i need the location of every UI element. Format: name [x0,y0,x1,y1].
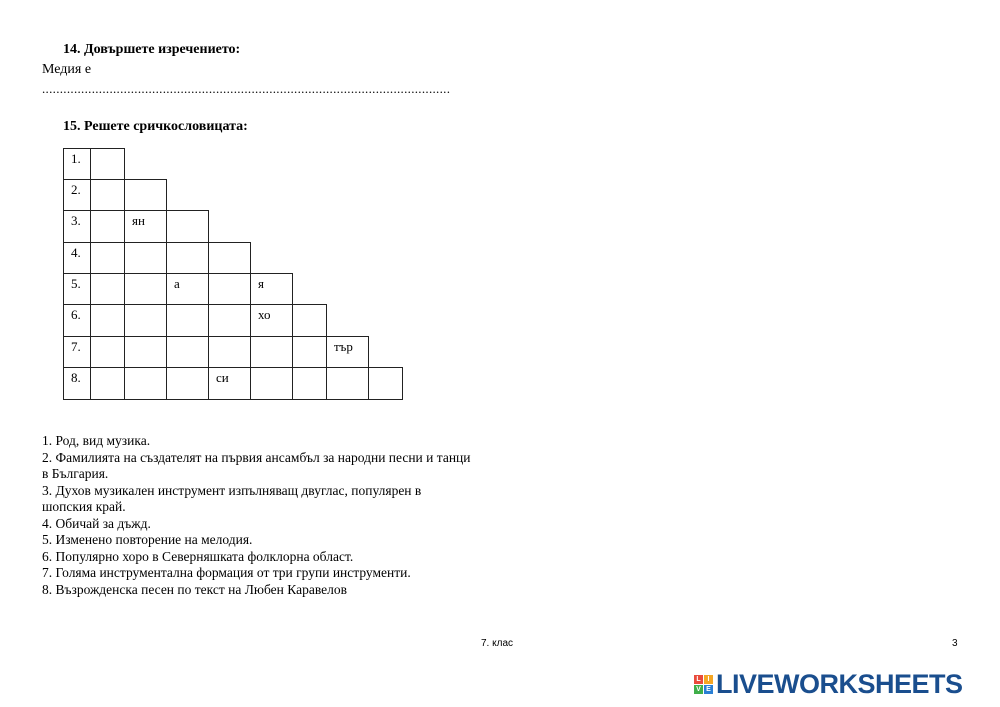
syllable-input-cell[interactable] [292,304,327,337]
logo-badge-letter: E [704,685,713,694]
given-syllable-cell: си [208,367,251,400]
clue-2: 2. Фамилията на създателят на първия ансамбъл за народни песни и танци в България. [42,449,471,481]
syllable-input-cell[interactable] [166,336,209,368]
syllable-input-cell[interactable] [90,179,125,211]
syllable-input-cell[interactable] [90,210,125,243]
syllable-input-cell[interactable] [124,273,167,305]
syllable-input-cell[interactable] [90,336,125,368]
logo-badge-letter: I [704,675,713,684]
syllable-input-cell[interactable] [208,336,251,368]
clue-6: 6. Популярно хоро в Северняшката фолклорна област. [42,548,354,564]
liveworksheets-logo [694,669,963,699]
syllable-input-cell[interactable] [90,273,125,305]
logo-badge-icon [694,675,713,694]
syllable-input-cell[interactable] [166,210,209,243]
given-syllable-cell: я [250,273,293,305]
given-syllable-cell: а [166,273,209,305]
given-syllable-cell: тър [326,336,369,368]
row-number-label: 8. [63,367,91,400]
clue-8: 8. Възрожденска песен по текст на Любен Каравелов [42,581,347,597]
syllable-input-cell[interactable] [368,367,403,400]
syllable-input-cell[interactable] [208,304,251,337]
answer-line[interactable]: ................................................................................................................... [42,81,451,96]
row-number-label: 3. [63,210,91,243]
question-14-prompt: Медия е [42,62,92,77]
syllable-input-cell[interactable] [208,273,251,305]
clue-3: 3. Духов музикален инструмент изпълняващ двуглас, популярен в шопския край. [42,482,422,514]
clue-7: 7. Голяма инструментална формация от три групи инструменти. [42,565,411,580]
given-syllable-cell: хо [250,304,293,337]
footer-grade: 7. клас [481,638,514,649]
logo-badge-letter: V [694,685,703,694]
syllable-input-cell[interactable] [124,367,167,400]
clue-4: 4. Обичай за дъжд. [42,515,151,531]
syllable-input-cell[interactable] [292,367,327,400]
syllable-input-cell[interactable] [90,304,125,337]
logo-badge-letter: L [694,675,703,684]
syllable-input-cell[interactable] [124,242,167,274]
syllable-input-cell[interactable] [90,367,125,400]
footer-page-number: 3 [952,638,958,649]
syllable-input-cell[interactable] [166,304,209,337]
syllable-input-cell[interactable] [326,367,369,400]
clue-5: 5. Изменено повторение на мелодия. [42,532,253,547]
row-number-label: 7. [63,336,91,368]
row-number-label: 4. [63,242,91,274]
row-number-label: 6. [63,304,91,337]
syllable-input-cell[interactable] [250,336,293,368]
row-number-label: 5. [63,273,91,305]
question-14-title: 14. Довършете изречението: [63,42,241,57]
syllable-input-cell[interactable] [90,148,125,180]
syllable-input-cell[interactable] [90,242,125,274]
syllable-input-cell[interactable] [166,367,209,400]
row-number-label: 1. [63,148,91,180]
syllable-input-cell[interactable] [124,304,167,337]
row-number-label: 2. [63,179,91,211]
syllable-input-cell[interactable] [124,336,167,368]
clue-1: 1. Род, вид музика. [42,433,151,448]
syllable-input-cell[interactable] [292,336,327,368]
clue-list [42,433,472,598]
syllable-input-cell[interactable] [124,179,167,211]
logo-text: LIVEWORKSHEETS [716,668,963,699]
syllable-input-cell[interactable] [208,242,251,274]
question-15-title: 15. Решете сричкословицата: [63,119,248,134]
syllable-input-cell[interactable] [166,242,209,274]
given-syllable-cell: ян [124,210,167,243]
syllable-input-cell[interactable] [250,367,293,400]
